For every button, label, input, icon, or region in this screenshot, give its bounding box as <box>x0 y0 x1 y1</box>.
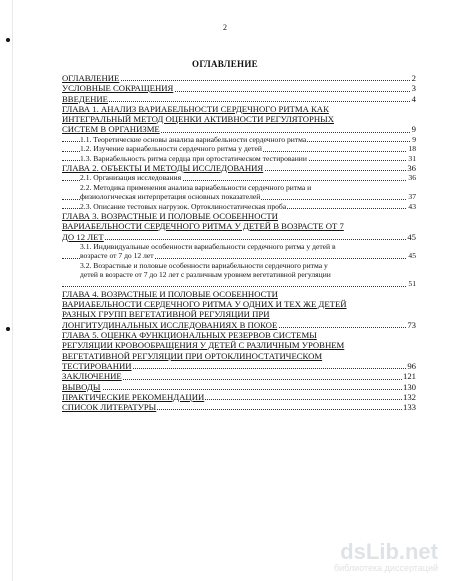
toc-entry-text <box>80 279 81 288</box>
toc-entry-text: 2.2. Методика применения анализа вариабельности сердечного ритма и <box>80 182 312 192</box>
toc-entry[interactable] <box>62 289 416 330</box>
toc-entry[interactable] <box>62 73 416 83</box>
toc-entry-text: ЗАКЛЮЧЕНИЕ <box>62 371 122 382</box>
binder-hole-mark <box>6 327 10 331</box>
toc-entry-text: РЕГУЛЯЦИИ КРОВООБРАЩЕНИЯ У ДЕТЕЙ С РАЗЛИЧНЫМ УРОВНЕМ <box>62 340 345 351</box>
toc-entry-text: ТЕСТИРОВАНИИ <box>62 360 132 371</box>
page-number: 2 <box>223 23 227 32</box>
toc-page-number: 96 <box>407 360 416 371</box>
toc-page-number: 4 <box>411 93 416 104</box>
toc-entry-text: РАЗНЫХ ГРУПП ВЕГЕТАТИВНОЙ РЕГУЛЯЦИИ ПРИ <box>62 309 270 320</box>
toc-page-number: 9 <box>411 124 416 135</box>
toc-entry-text: 2.1. Организация исследования <box>80 173 182 183</box>
toc-entry-text: ГЛАВА 3. ВОЗРАСТНЫЕ И ПОЛОВЫЕ ОСОБЕННОСТИ <box>62 210 278 221</box>
toc-entry[interactable] <box>62 242 416 261</box>
toc-page-number: 51 <box>408 279 416 289</box>
binder-hole-mark <box>6 38 10 42</box>
toc-page-number: 43 <box>408 201 416 211</box>
toc-entry[interactable] <box>62 104 416 135</box>
toc-page-number: 133 <box>402 402 416 413</box>
toc-page-number: 121 <box>402 371 416 382</box>
toc-page-number: 31 <box>408 153 416 163</box>
toc-entry[interactable] <box>62 154 416 163</box>
toc-entry[interactable] <box>62 371 416 381</box>
toc-entry-text: ВЕГЕТАТИВНОЙ РЕГУЛЯЦИИ ПРИ ОРТОКЛИНОСТАТИЧЕСКОМ <box>62 350 323 361</box>
toc-entry[interactable] <box>62 392 416 402</box>
toc-entry-text: детей в возрасте от 7 до 12 лет с различным уровнем вегетативной регуляции <box>80 270 331 280</box>
toc-entry-text: ИНТЕГРАЛЬНЫЙ МЕТОД ОЦЕНКИ АКТИВНОСТИ РЕГУЛЯТОРНЫХ <box>62 114 334 125</box>
toc-page-number: 9 <box>412 134 416 144</box>
toc-entry-text: ВАРИАБЕЛЬНОСТИ СЕРДЕЧНОГО РИТМА У ДЕТЕЙ В ВОЗРАСТЕ ОТ 7 <box>62 221 344 232</box>
watermark <box>334 541 438 573</box>
toc-entry[interactable] <box>62 173 416 182</box>
toc-entry-text: ОГЛАВЛЕНИЕ <box>62 73 120 83</box>
toc-entry[interactable] <box>62 261 416 289</box>
toc-entry[interactable] <box>62 135 416 144</box>
toc-entry-text: 1.3. Вариабельность ритма сердца при ортостатическом тестировании <box>80 153 307 163</box>
toc-entry-text: физиологическая интерпретация основных показателей <box>80 192 261 202</box>
toc-page-number: 18 <box>408 144 416 154</box>
page-title: ОГЛАВЛЕНИЕ <box>192 59 258 69</box>
toc-entry-text: ПРАКТИЧЕСКИЕ РЕКОМЕНДАЦИИ <box>62 391 205 402</box>
toc-page-number: 36 <box>407 163 416 173</box>
toc-entry-text: 1.1. Теоретические основы анализа вариабельности сердечного ритма <box>80 134 307 144</box>
toc-entry-text: ВАРИАБЕЛЬНОСТИ СЕРДЕЧНОГО РИТМА У ОДНИХ И ТЕХ ЖЕ ДЕТЕЙ <box>62 299 347 310</box>
watermark-subtitle: библиотека диссертаций <box>333 563 438 573</box>
toc-page-number: 73 <box>407 319 416 330</box>
toc-entry[interactable] <box>62 330 416 371</box>
dot-leader <box>62 389 416 390</box>
dot-leader <box>62 239 416 240</box>
toc-entry[interactable] <box>62 402 416 412</box>
toc-entry[interactable] <box>62 183 416 202</box>
toc-entry-text: ГЛАВА 1. АНАЛИЗ ВАРИАБЕЛЬНОСТИ СЕРДЕЧНОГО РИТМА КАК <box>62 103 329 114</box>
toc-entry-text: ВВЕДЕНИЕ <box>62 93 108 104</box>
toc-entry-text: 3.1. Индивидуальные особенности вариабельности сердечного ритма у детей в <box>80 241 336 251</box>
toc-entry-text: ВЫВОДЫ <box>62 381 101 392</box>
toc-entry-text: возрасте от 7 до 12 лет <box>80 251 154 261</box>
toc-page-number: 37 <box>408 192 416 202</box>
toc-page-number: 36 <box>408 173 416 183</box>
watermark-logo: dsLib.net <box>340 539 438 564</box>
toc-entry-text: УСЛОВНЫЕ СОКРАЩЕНИЯ <box>62 83 174 94</box>
table-of-contents <box>62 73 416 412</box>
toc-page-number: 45 <box>408 251 416 261</box>
toc-page-number: 132 <box>402 391 416 402</box>
toc-entry-text: 1.2. Изучение вариабельности сердечного ритма у детей <box>80 144 262 154</box>
toc-entry[interactable] <box>62 211 416 242</box>
toc-entry[interactable] <box>62 94 416 104</box>
dot-leader <box>62 101 416 102</box>
toc-entry-text: 2.3. Описание тестовых нагрузок. Ортоклиностатическая проба <box>80 201 287 211</box>
toc-page-number: 3 <box>411 83 416 94</box>
toc-entry-text: СПИСОК ЛИТЕРАТУРЫ <box>62 402 157 413</box>
toc-entry[interactable] <box>62 144 416 153</box>
toc-entry-text: ГЛАВА 4. ВОЗРАСТНЫЕ И ПОЛОВЫЕ ОСОБЕННОСТИ <box>62 288 278 299</box>
toc-entry[interactable] <box>62 202 416 211</box>
toc-entry[interactable] <box>62 83 416 93</box>
toc-page-number: 2 <box>411 73 416 83</box>
toc-page-number: 130 <box>402 381 416 392</box>
toc-entry[interactable] <box>62 382 416 392</box>
toc-entry-text: ГЛАВА 2. ОБЪЕКТЫ И МЕТОДЫ ИССЛЕДОВАНИЯ <box>62 163 264 173</box>
toc-entry[interactable] <box>62 163 416 173</box>
toc-entry-text: 3.2. Возрастные и половые особенности вариабельности сердечного ритма у <box>80 260 328 270</box>
toc-entry-text: ГЛАВА 5. ОЦЕНКА ФУНКЦИОНАЛЬНЫХ РЕЗЕРВОВ СИСТЕМЫ <box>62 330 317 341</box>
toc-entry-text: ЛОНГИТУДИНАЛЬНЫХ ИССЛЕДОВАНИЯХ В ПОКОЕ <box>62 319 278 330</box>
dot-leader <box>62 286 416 287</box>
toc-entry-text: СИСТЕМ В ОРГАНИЗМЕ <box>62 124 160 135</box>
toc-entry-text: ДО 12 ЛЕТ <box>62 231 104 242</box>
toc-page-number: 45 <box>407 231 416 242</box>
page-margin-line <box>12 0 13 581</box>
